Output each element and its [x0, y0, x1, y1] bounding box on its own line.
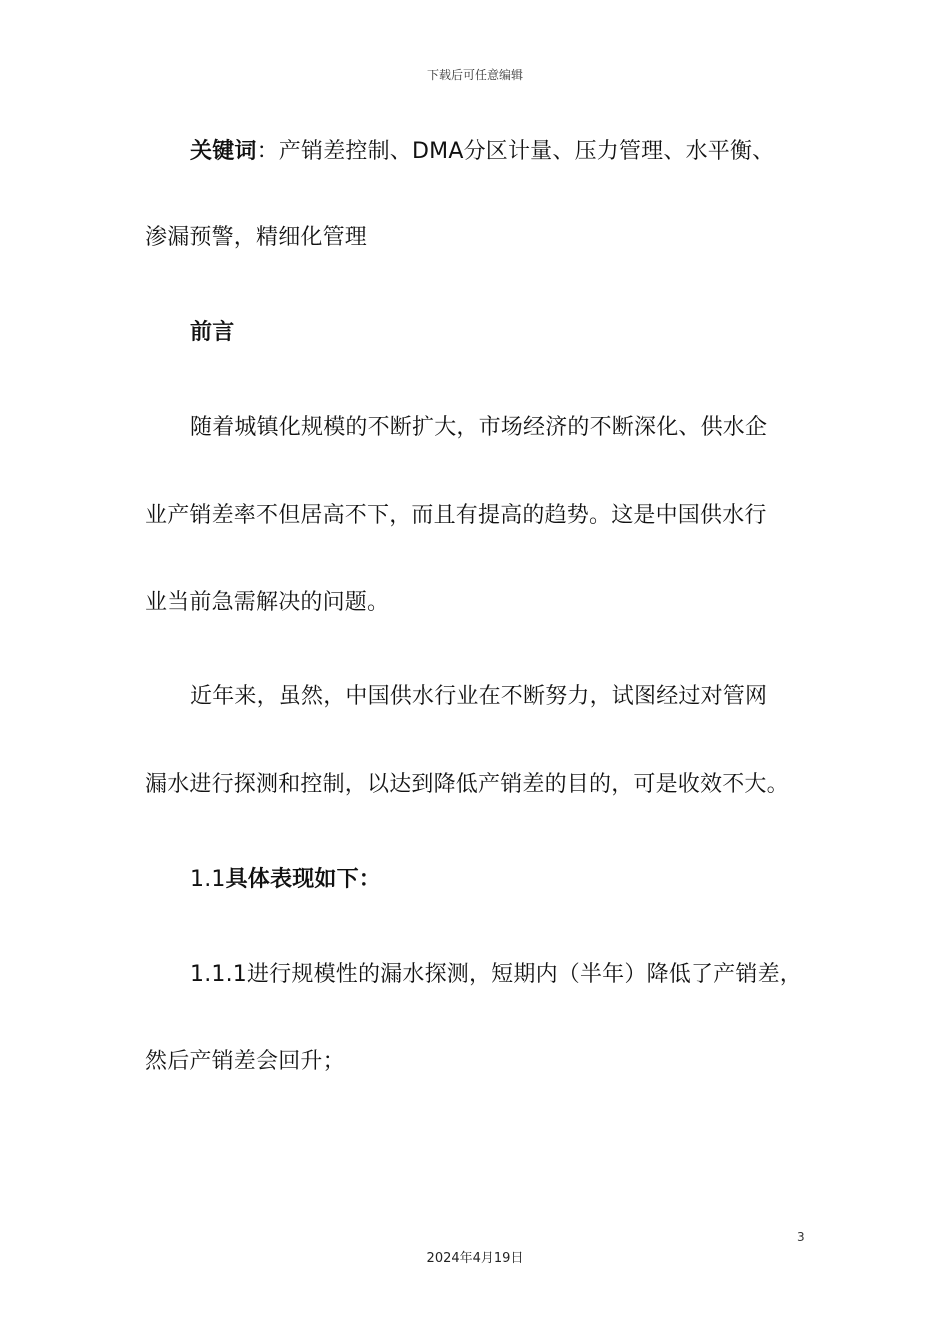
keywords-line-2: 渗漏预警，精细化管理	[145, 225, 368, 250]
item-1-line-1: 1.1.1进行规模性的漏水探测，短期内（半年）降低了产销差，	[190, 962, 802, 987]
section-heading	[190, 865, 810, 895]
paragraph-1-line-2: 业产销差率不但居高不下，而且有提高的趋势。这是中国供水行	[145, 503, 767, 528]
keywords-line-1	[190, 137, 810, 167]
paragraph-1-line-1: 随着城镇化规模的不断扩大，市场经济的不断深化、供水企	[190, 415, 768, 440]
section-heading-text: 具体表现如下：	[225, 867, 381, 892]
paragraph-1-line-3: 业当前急需解决的问题。	[145, 590, 390, 615]
section-heading-number: 1.1	[190, 867, 226, 892]
keywords-list: ：产销差控制、DMA分区计量、压力管理、水平衡、	[256, 139, 775, 164]
paragraph-2-line-1: 近年来，虽然，中国供水行业在不断努力，试图经过对管网	[190, 684, 768, 709]
footer-date: 2024年4月19日	[426, 1251, 524, 1266]
preface-heading: 前言	[190, 320, 235, 345]
page-number: 3	[797, 1230, 805, 1244]
paragraph-2-line-2: 漏水进行探测和控制，以达到降低产销差的目的，可是收效不大。	[145, 772, 789, 797]
header-note: 下载后可任意编辑	[426, 68, 523, 82]
keywords-label: 关键词	[190, 139, 257, 164]
item-1-line-2: 然后产销差会回升；	[145, 1049, 345, 1074]
